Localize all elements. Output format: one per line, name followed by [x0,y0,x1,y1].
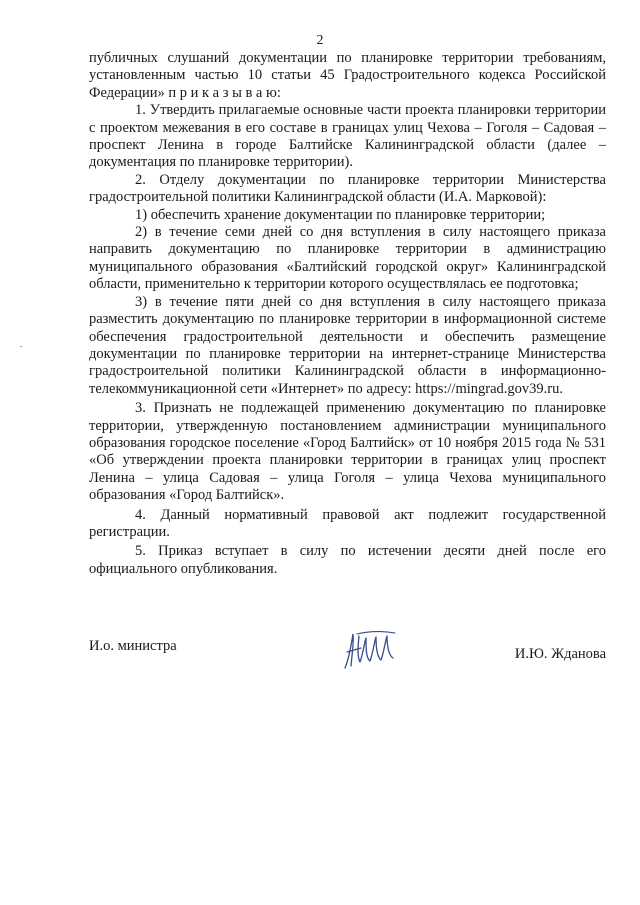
paragraph-item-5: 5. Приказ вступает в силу по истечении десяти дней после его официального опубликования. [89,543,606,577]
paragraph-item-4: 4. Данный нормативный правовой акт подлежит государственной регистрации. [89,506,606,540]
paragraph-item-1: 1. Утвердить прилагаемые основные части проекта планировки территории с проектом межевания в его составе в границах улиц Чехова – Гоголя – Садовая – проспект Ленина в городе Балтийске Калининградской области (далее – документация по планировке территории). [89,102,606,171]
paragraph-item-3: 3. Признать не подлежащей применению документацию по планировке территории, утвержденную постановлением администрации муниципального образования городское поселение «Город Балтийск» от 10 ноября 2015 года № 531 «Об утверждении проекта планировки территории в границах улиц проспект Ленина – улица Садовая – улица Гоголя – улица Чехова муниципального образования «Город Балтийск». [89,400,606,504]
signatory-position: И.о. министра [89,638,177,654]
handwritten-signature [339,628,399,674]
signatory-name: И.Ю. Жданова [514,646,606,662]
document-body [89,50,606,578]
paragraph-intro-continuation: публичных слушаний документации по планировке территории требованиям, установленным частью 10 статьи 45 Градостроительного кодекса Российской Федерации» п р и к а з ы в а ю: [89,50,606,101]
paragraph-item-2: 2. Отделу документации по планировке территории Министерства градостроительной политики Калининградской области (И.А. Марковой): [89,171,606,206]
paragraph-item-2-3: 3) в течение пяти дней со дня вступления в силу настоящего приказа разместить документацию по планировке территории в информационной системе обеспечения градостроительной деятельности и обеспечить размещение документации по планировке территории на интернет-странице Министерства градостроительной политики Калининградской области в информационно-телекоммуникационной сети «Интернет» по адресу: https://mingrad.gov39.ru. [89,293,606,397]
paragraph-item-2-1: 1) обеспечить хранение документации по планировке территории; [135,206,546,223]
page-number: 2 [316,33,324,48]
signature-block [89,628,606,688]
scan-speck [20,346,22,347]
paragraph-item-2-2: 2) в течение семи дней со дня вступления в силу настоящего приказа направить документацию по планировке территории в администрацию муниципального образования «Балтийский городской округ» Калининградской области, применительно к территории которого осуществлялась ее подготовка; [89,224,606,293]
